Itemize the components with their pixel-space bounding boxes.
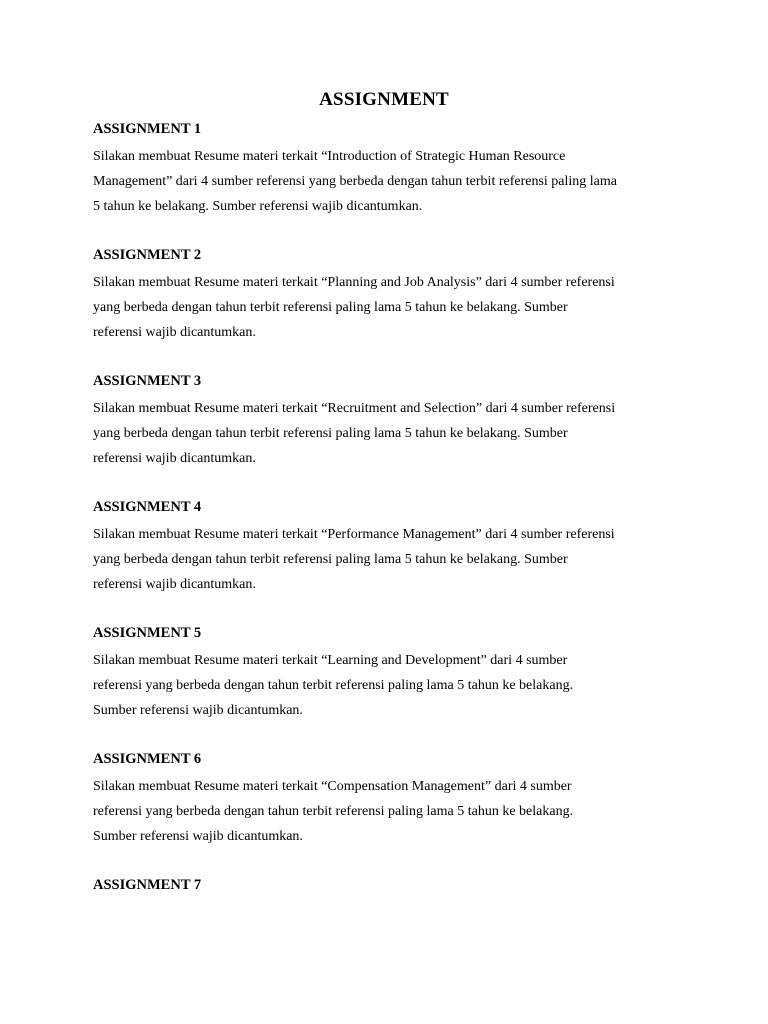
assignment-section-1 (93, 119, 683, 219)
assignment-body-line: Silakan membuat Resume materi terkait “Performance Management” dari 4 sumber referensi (93, 527, 615, 542)
assignment-heading-5: ASSIGNMENT 5 (93, 625, 202, 641)
assignment-section-2 (93, 245, 683, 345)
assignment-heading-1: ASSIGNMENT 1 (93, 121, 202, 137)
assignment-body-line: Sumber referensi wajib dicantumkan. (93, 703, 303, 718)
assignment-body-line: Management” dari 4 sumber referensi yang berbeda dengan tahun terbit referensi paling lama (93, 174, 618, 189)
assignment-section-7 (93, 875, 683, 900)
assignment-body-line: Silakan membuat Resume materi terkait “Learning and Development” dari 4 sumber (93, 653, 568, 668)
assignment-body-line: referensi wajib dicantumkan. (93, 577, 256, 592)
assignment-body-2 (93, 270, 683, 345)
assignment-body-line: referensi yang berbeda dengan tahun terbit referensi paling lama 5 tahun ke belakang. (93, 804, 574, 819)
assignment-section-5 (93, 623, 683, 723)
assignment-body-line: Silakan membuat Resume materi terkait “Planning and Job Analysis” dari 4 sumber referensi (93, 275, 615, 290)
assignment-body-1 (93, 144, 683, 219)
document-title: ASSIGNMENT (319, 89, 449, 110)
assignment-heading-2: ASSIGNMENT 2 (93, 247, 202, 263)
assignment-body-line: yang berbeda dengan tahun terbit referensi paling lama 5 tahun ke belakang. Sumber (93, 300, 568, 315)
assignment-body-line: referensi yang berbeda dengan tahun terbit referensi paling lama 5 tahun ke belakang. (93, 678, 574, 693)
assignment-body-6 (93, 774, 683, 849)
assignment-body-line: yang berbeda dengan tahun terbit referensi paling lama 5 tahun ke belakang. Sumber (93, 426, 568, 441)
assignment-section-6 (93, 749, 683, 849)
assignment-body-3 (93, 396, 683, 471)
assignment-body-line: Silakan membuat Resume materi terkait “Introduction of Strategic Human Resource (93, 149, 566, 164)
assignment-heading-3: ASSIGNMENT 3 (93, 373, 202, 389)
assignment-body-line: yang berbeda dengan tahun terbit referensi paling lama 5 tahun ke belakang. Sumber (93, 552, 568, 567)
assignment-heading-6: ASSIGNMENT 6 (93, 751, 202, 767)
assignment-section-4 (93, 497, 683, 597)
assignment-section-3 (93, 371, 683, 471)
assignment-body-4 (93, 522, 683, 597)
assignment-heading-4: ASSIGNMENT 4 (93, 499, 202, 515)
assignment-body-line: referensi wajib dicantumkan. (93, 325, 256, 340)
assignment-body-line: Silakan membuat Resume materi terkait “Recruitment and Selection” dari 4 sumber referensi (93, 401, 616, 416)
assignment-body-line: Silakan membuat Resume materi terkait “Compensation Management” dari 4 sumber (93, 779, 572, 794)
assignment-body-line: referensi wajib dicantumkan. (93, 451, 256, 466)
assignment-body-5 (93, 648, 683, 723)
assignment-body-line: Sumber referensi wajib dicantumkan. (93, 829, 303, 844)
assignment-body-line: 5 tahun ke belakang. Sumber referensi wajib dicantumkan. (93, 199, 423, 214)
assignment-heading-7: ASSIGNMENT 7 (93, 877, 202, 893)
